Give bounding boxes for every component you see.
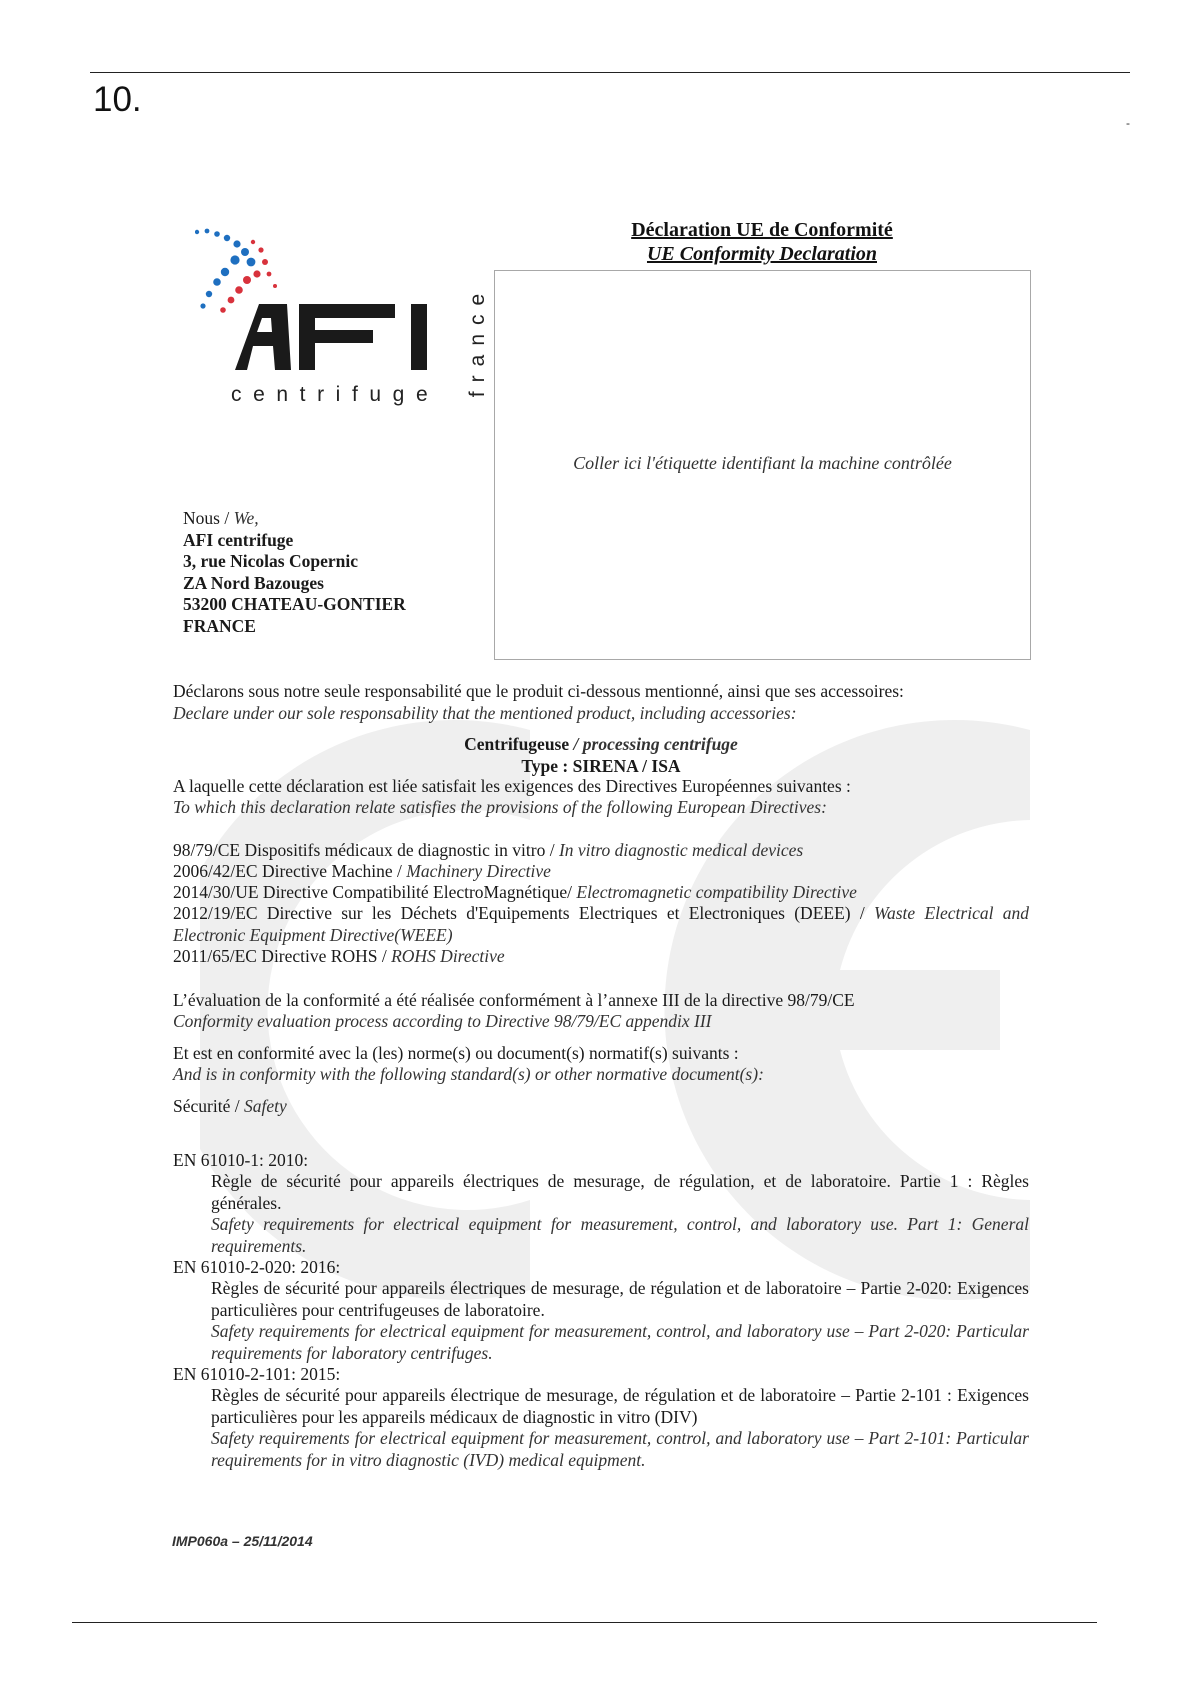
evaluation-en: Conformity evaluation process according to Directive 98/79/EC appendix III [173,1011,712,1031]
safety-heading: Sécurité / Safety [173,1096,287,1116]
label-box-hint: Coller ici l'étiquette identifiant la machine contrôlée [573,453,952,473]
logo-vertical-text: france [466,284,489,398]
standard-description-fr: Règles de sécurité pour appareils électrique de mesurage, de régulation et de laboratoire – Partie 2-101 : Exigences particulières pour les appareils médicaux de diagnostic in vitro (DIV) [211,1385,1029,1427]
address-zone: ZA Nord Bazouges [183,572,324,593]
document-footer-code: IMP060a – 25/11/2014 [172,1533,313,1549]
declaration-title-fr: Déclaration UE de Conformité [631,219,893,241]
address-intro: Nous / We, [183,508,259,528]
address-street: 3, rue Nicolas Copernic [183,551,358,571]
declaration-intro-fr: Déclarons sous notre seule responsabilité que le produit ci-dessous mentionné, ainsi que ses accessoires: [173,681,904,701]
product-name: Centrifugeuse / processing centrifuge [464,734,738,754]
standards-intro-fr: Et est en conformité avec la (les) norme(s) ou document(s) normatif(s) suivants : [173,1043,739,1063]
standard-code: EN 61010-2-020: 2016: [173,1257,341,1277]
product-type: Type : SIRENA / ISA [521,756,681,776]
directives-intro-fr: A laquelle cette déclaration est liée satisfait les exigences des Directives Européennes suivantes : [173,776,851,796]
directive-item: 2012/19/EC Directive sur les Déchets d'Equipements Electriques et Electroniques (DEEE) / Waste Electrical and Electronic Equipment Directive(WEEE) [173,903,1029,945]
address-country: FRANCE [183,615,256,636]
logo-wordmark: centrifuge [231,383,440,406]
declaration-title-en: UE Conformity Declaration [646,243,877,265]
directives-intro-en: To which this declaration relate satisfies the provisions of the following European Directives: [173,797,827,817]
standard-description-en: Safety requirements for electrical equipment for measurement, control, and laboratory use – Part 2-020: Particular requirements for laboratory centrifuges. [211,1321,1029,1363]
machine-label-box [494,270,1031,660]
section-number: 10. [93,80,142,119]
directive-item: 2014/30/UE Directive Compatibilité ElectroMagnétique/ Electromagnetic compatibility Directive [173,882,857,902]
bottom-rule [72,1622,1097,1623]
standard-code: EN 61010-2-101: 2015: [173,1364,341,1384]
directive-item: 98/79/CE Dispositifs médicaux de diagnostic in vitro / In vitro diagnostic medical devices [173,840,804,860]
declaration-intro-en: Declare under our sole responsability that the mentioned product, including accessories: [173,703,797,723]
standard-description-fr: Règles de sécurité pour appareils électriques de mesurage, de régulation et de laboratoire – Partie 2-020: Exigences particulières pour centrifugeuses de laboratoire. [211,1278,1029,1320]
logo-dots-icon [195,229,277,313]
directive-item: 2006/42/EC Directive Machine / Machinery Directive [173,861,551,881]
margin-mark: - [1126,116,1130,130]
top-rule [90,72,1130,73]
standard-description-fr: Règle de sécurité pour appareils électriques de mesurage, de régulation, et de laboratoire. Partie 1 : Règles générales. [211,1171,1029,1213]
address-company: AFI centrifuge [183,529,294,550]
address-city: 53200 CHATEAU-GONTIER [183,594,406,614]
logo-letter-f-bar [299,330,373,343]
logo-afi-letters [235,304,427,370]
evaluation-fr: L’évaluation de la conformité a été réalisée conformément à l’annexe III de la directive 98/79/CE [173,990,855,1010]
standards-intro-en: And is in conformity with the following standard(s) or other normative document(s): [173,1064,764,1084]
standard-description-en: Safety requirements for electrical equipment for measurement, control, and laboratory use – Part 2-101: Particular requirements for in vitro diagnostic (IVD) medical equipment. [211,1428,1029,1470]
logo-letter-a [235,304,291,370]
directive-item: 2011/65/EC Directive ROHS / ROHS Directive [173,946,505,966]
company-address [183,508,406,637]
logo-letter-i [411,304,427,370]
standard-description-en: Safety requirements for electrical equipment for measurement, control, and laboratory use. Part 1: General requirements. [211,1214,1029,1256]
logo-letter-f-top [299,304,395,318]
standard-code: EN 61010-1: 2010: [173,1150,309,1170]
